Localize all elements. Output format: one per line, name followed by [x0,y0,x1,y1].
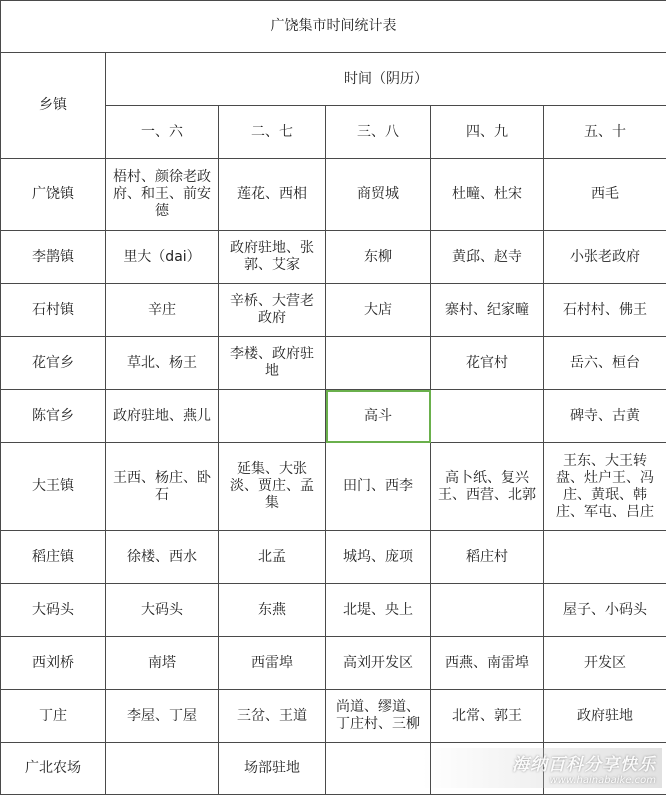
town-cell[interactable]: 广北农场 [1,743,106,795]
market-cell[interactable]: 西雷埠 [219,637,326,690]
table-row [1,584,666,637]
table-row [1,637,666,690]
market-cell[interactable]: 高卜纸、复兴王、西营、北郭 [431,443,544,531]
market-cell[interactable]: 李屋、丁屋 [106,690,219,743]
market-cell[interactable]: 东燕 [219,584,326,637]
market-cell[interactable]: 西毛 [544,159,666,231]
market-cell[interactable]: 北常、郭王 [431,690,544,743]
town-cell[interactable]: 石村镇 [1,284,106,337]
market-cell[interactable]: 寨村、纪家疃 [431,284,544,337]
market-cell[interactable]: 政府驻地、张郭、艾家 [219,231,326,284]
time-header[interactable]: 时间（阴历） [106,53,666,106]
market-cell[interactable]: 南塔 [106,637,219,690]
market-cell[interactable] [326,337,431,390]
market-cell[interactable]: 花官村 [431,337,544,390]
table-row [1,390,666,443]
town-cell[interactable]: 大码头 [1,584,106,637]
market-cell[interactable]: 杜疃、杜宋 [431,159,544,231]
market-cell[interactable]: 徐楼、西水 [106,531,219,584]
market-cell[interactable]: 大店 [326,284,431,337]
market-cell[interactable]: 开发区 [544,637,666,690]
market-cell[interactable]: 大码头 [106,584,219,637]
town-cell[interactable]: 广饶镇 [1,159,106,231]
watermark-text: 海纳百科分享快乐 [512,750,656,775]
market-cell[interactable]: 莲花、西相 [219,159,326,231]
town-cell[interactable]: 李鹊镇 [1,231,106,284]
day-header[interactable]: 二、七 [219,106,326,159]
town-cell[interactable]: 丁庄 [1,690,106,743]
market-cell[interactable] [431,390,544,443]
market-cell[interactable]: 梧村、颜徐老政府、和王、前安德 [106,159,219,231]
town-header[interactable]: 乡镇 [1,53,106,159]
header-row [1,53,666,106]
table-body [1,159,666,795]
market-cell[interactable]: 碑寺、古黄 [544,390,666,443]
market-cell[interactable]: 西燕、南雷埠 [431,637,544,690]
market-cell[interactable]: 高刘开发区 [326,637,431,690]
market-cell[interactable]: 高斗 [326,390,431,443]
market-cell[interactable]: 黄邱、赵寺 [431,231,544,284]
town-cell[interactable]: 陈官乡 [1,390,106,443]
market-cell[interactable]: 政府驻地、燕儿 [106,390,219,443]
market-cell[interactable] [326,743,431,795]
market-cell[interactable] [106,743,219,795]
watermark [422,748,662,788]
table-row [1,284,666,337]
town-cell[interactable]: 大王镇 [1,443,106,531]
title-row [1,1,666,53]
table-row [1,443,666,531]
table-row [1,159,666,231]
market-cell[interactable] [544,531,666,584]
market-cell[interactable]: 延集、大张淡、贾庄、孟集 [219,443,326,531]
market-cell[interactable]: 辛庄 [106,284,219,337]
market-cell[interactable]: 王东、大王转盘、灶户王、冯庄、黄珉、韩庄、军屯、吕庄 [544,443,666,531]
market-cell[interactable]: 政府驻地 [544,690,666,743]
market-cell[interactable]: 石村村、佛王 [544,284,666,337]
market-cell[interactable]: 尚道、缪道、丁庄村、三柳 [326,690,431,743]
table-row [1,337,666,390]
day-header[interactable]: 四、九 [431,106,544,159]
market-cell[interactable]: 田门、西李 [326,443,431,531]
market-cell[interactable]: 北堤、央上 [326,584,431,637]
market-cell[interactable]: 商贸城 [326,159,431,231]
watermark-url: www.hainabaike.com [549,775,656,786]
day-header[interactable]: 五、十 [544,106,666,159]
market-cell[interactable]: 城坞、庞项 [326,531,431,584]
market-cell[interactable]: 里大（dai） [106,231,219,284]
table-row [1,231,666,284]
day-header[interactable]: 三、八 [326,106,431,159]
market-cell[interactable]: 辛桥、大营老政府 [219,284,326,337]
market-cell[interactable]: 北孟 [219,531,326,584]
market-cell[interactable]: 小张老政府 [544,231,666,284]
market-cell[interactable]: 草北、杨王 [106,337,219,390]
town-cell[interactable]: 稻庄镇 [1,531,106,584]
day-header[interactable]: 一、六 [106,106,219,159]
market-cell[interactable] [219,390,326,443]
town-cell[interactable]: 西刘桥 [1,637,106,690]
market-cell[interactable]: 场部驻地 [219,743,326,795]
market-cell[interactable]: 三岔、王道 [219,690,326,743]
market-cell[interactable]: 岳六、桓台 [544,337,666,390]
table-title: 广饶集市时间统计表 [1,1,666,53]
market-cell[interactable]: 屋子、小码头 [544,584,666,637]
town-cell[interactable]: 花官乡 [1,337,106,390]
market-cell[interactable]: 东柳 [326,231,431,284]
market-cell[interactable]: 稻庄村 [431,531,544,584]
table-row [1,531,666,584]
table-row [1,690,666,743]
market-cell[interactable]: 王西、杨庄、卧石 [106,443,219,531]
market-cell[interactable]: 李楼、政府驻地 [219,337,326,390]
market-cell[interactable] [431,584,544,637]
